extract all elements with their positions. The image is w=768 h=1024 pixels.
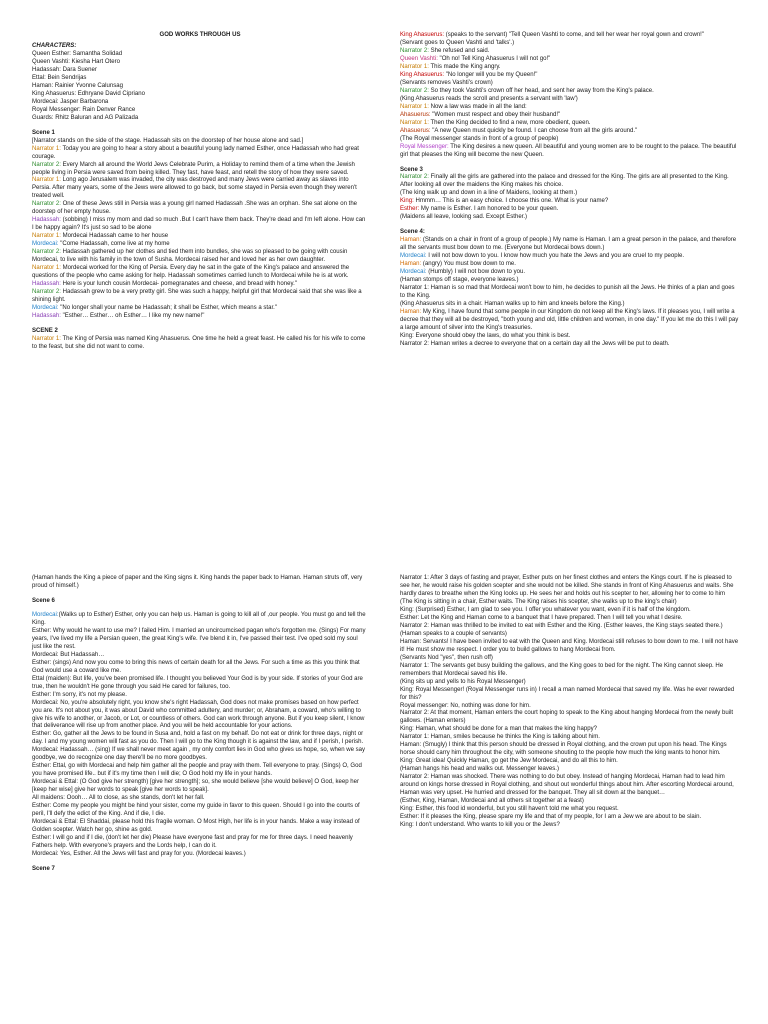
line-text: Mordecai Hadassah came to her house — [60, 233, 169, 240]
line-text: The King of Persia was named King Ahasuerus. One time he held a great feast. He called his for his wife to come to the feast, but she did not want to come. — [32, 335, 366, 350]
speaker-label: Narrator 2: — [400, 87, 429, 94]
script-line — [32, 146, 368, 162]
script-line: Esther: Let the King and Haman come to a banquet that I have prepared. Then I will tell you what I desire. — [400, 614, 683, 621]
characters-heading: CHARACTERS: — [32, 42, 77, 49]
stage-direction: (Maidens all leave, looking sad. Except Esther.) — [400, 214, 528, 221]
script-line: Narrator 2: At that moment, Haman enters the court hoping to speak to the King about hanging Mordecai from the newly built gallows. (Haman enters) — [400, 710, 734, 725]
speaker-label: Narrator 2: — [32, 249, 61, 256]
script-line: King: (Surprised) Esther, I am glad to see you. I offer you whatever you want, even if it is half of the kingdom. — [400, 606, 691, 613]
speaker-label: Ahasuerus: — [400, 111, 431, 118]
speaker-label: Narrator 2: — [400, 47, 429, 54]
speaker-label: King Ahasuerus: — [400, 71, 445, 78]
script-line: Mordecai & Ettal: El Shaddai, please hold this fragile woman. O Most High, her life is in your hands. Make a way instead of Golden scepter. Watch her go, shine as gold. — [32, 819, 360, 834]
line-text: "Women must respect and obey their husband!" — [430, 111, 561, 118]
line-text: "No longer will you be my Queen!" — [444, 71, 538, 78]
script-line: Mordecai: Hadassah… (sing) If we shall never meet again , my only comfort lies in God who gives us hope, so, when we say goodbye, we do recognize one day there'll be no more goodbyes. — [32, 747, 366, 762]
speaker-label: Narrator 2: — [400, 174, 429, 181]
scene-heading: Scene 6 — [32, 597, 55, 604]
speaker-label: Narrator 1: — [32, 145, 61, 152]
script-line — [32, 201, 368, 217]
line-text: Hmmm… This is an easy choice. I choose this one. What is your name? — [413, 198, 609, 205]
script-line — [32, 177, 368, 201]
scene-heading: Scene 3 — [400, 166, 423, 173]
character-line: King Ahasuerus: Edhryane David Cipriano — [32, 90, 145, 97]
script-line — [400, 237, 740, 253]
speaker-label: Narrator 2: — [32, 289, 61, 296]
script-line: Narrator 1: Haman, smiles because he thinks the King is talking about him. — [400, 734, 600, 741]
script-line: Mordecai & Ettal: (O God give her strength) [give her strength]; so, she would believe [she would believe] O God, keep her [keep her wise] give her words to speak [give her words to speak]. — [32, 779, 360, 794]
line-text: "Oh no! Tell King Ahasuerus I will not go!" — [437, 55, 551, 62]
speaker-label: Narrator 1: — [32, 233, 61, 240]
script-line — [32, 249, 368, 265]
line-text: Today you are going to hear a story about a beautiful young lady named Esther, once Hadassah who had great courage. — [32, 145, 359, 160]
line-text: The King desires a new queen. All beautiful and young women are to be rought to the palace. The beautiful girl that pleases the King will become the new Queen. — [400, 143, 737, 158]
script-line — [400, 104, 740, 112]
script-line — [400, 88, 740, 96]
speaker-label: Ahasuerus: — [400, 127, 431, 134]
line-text: Hadassah grew to be a very pretty girl. She was such a happy, helpful girl that Mordecai said that she was like a shining light. — [32, 289, 362, 303]
line-text: Then the King decided to find a new, more obedient, queen. — [428, 119, 591, 126]
script-line — [400, 261, 740, 269]
stage-direction: (The king walk up and down in a line of Maidens, looking at them.) — [400, 190, 578, 197]
line-text: "A new Queen must quickly be found. I can choose from all the girls around." — [430, 127, 638, 134]
script-line: Haman: (Smugly) I think that this person should be dressed in Royal clothing, and the crown put upon his head. The Kings horse should carry him throughout the city, with someone shouting to the people how much the king wants to honor him. — [400, 742, 727, 757]
script-line: King: Royal Messenger! (Royal Messenger runs in) I recall a man named Mordecai that saved my life. Was he ever rewarded for this? — [400, 686, 735, 701]
character-line: Royal Messenger: Rain Denver Rance — [32, 106, 136, 113]
script-line: Esther: Come my people you might be hind your sister, come my guide in favor to this queen. Should I go into the courts of peril, I'll defy the edict of the King. And if die, I die. — [32, 803, 360, 818]
speaker-label: Mordecai: — [400, 253, 427, 260]
stage-direction: (The Royal messenger stands in front of a group of people) — [400, 135, 559, 142]
script-line — [400, 32, 740, 40]
stage-direction: (King Ahasuerus reads the scroll and presents a servant with 'law') — [400, 95, 578, 102]
script-line — [400, 64, 740, 72]
column-bottom-right — [400, 575, 740, 830]
script-line: Mordecai: No, you're absolutely right, you know she's right Hadassah, God does not make promises based on how perfect you are. It's not about you, it was about David who committed adultery, and murder; or, Abraham, a coward, who's willing to give his wife to another, or Jacob, or Lot, or countless of others. God can work through anyone. But if you keep silent, I know that deliverance will rise up from another place. And you will be held accountable for your actions. — [32, 699, 365, 730]
script-line: King: I don't understand. Who wants to kill you or the Jews? — [400, 822, 560, 829]
scene-heading: Scene 1 — [32, 129, 55, 136]
line-text: She refused and said. — [428, 47, 490, 54]
script-line: King: Everyone should obey the laws, do what you think is best. — [400, 332, 571, 339]
script-line — [32, 233, 368, 241]
speaker-label: Narrator 1: — [32, 335, 61, 342]
line-text: "No longer shall your name be Hadassah; it shall be Esther, which means a star." — [58, 304, 277, 311]
script-line — [400, 48, 740, 56]
script-line: Esther: I'm sorry, it's not my please. — [32, 691, 127, 698]
script-line: Narrator 2: Haman was thrilled to be invited to eat with Esther and the King. (Esther leaves, the King stays seated there.) — [400, 622, 723, 629]
character-line: Mordecai: Jasper Barbarona — [32, 98, 109, 105]
script-line: Esther: Ettal, go with Mordecai and help him gather all the people and pray with them. Tell everyone to pray. (Sings) O, God you have promised life.. but if it's my time then I will die; O God hold my life in your hands. — [32, 763, 362, 778]
speaker-label: Mordecai: — [32, 611, 59, 618]
line-text: (Stands on a chair in front of a group of people.) My name is Haman. I am a great person in the palace, and therefore all the servants must bow down to me. (Everyone but Mordecai bows down.) — [400, 237, 737, 252]
speaker-label: Narrator 1: — [32, 177, 61, 184]
speaker-label: Mordecai: — [32, 241, 59, 248]
script-line — [400, 120, 740, 128]
speaker-label: Hadassah: — [32, 281, 61, 288]
scene-heading: Scene 7 — [32, 865, 55, 872]
line-text: (sobbing) I miss my mom and dad so much .But I can't have them back. They're dead and I'm left alone. How can I be happy again? It's just so sad to be alone — [32, 217, 366, 232]
line-text: "Esther… Esther… oh Esther… I like my new name!" — [60, 312, 205, 319]
stage-direction: (Haman hands the King a piece of paper and the King signs it. King hands the paper back to Haman. Haman struts off, very proud of himself.) — [32, 575, 363, 589]
script-line: Mordecai: But Hadassah… — [32, 651, 105, 658]
stage-direction: (Haman stomps off stage, everyone leaves.) — [400, 277, 519, 284]
script-line — [32, 241, 368, 249]
script-line — [32, 305, 368, 313]
stage-direction: (Servants removes Vashti's crown) — [400, 79, 493, 86]
script-line — [32, 217, 368, 233]
script-line: King: Haman, what should be done for a man that makes the king happy? — [400, 726, 597, 733]
stage-direction: (Esther, King, Haman, Mordecai and all others sit together at a feast) — [400, 798, 584, 805]
stage-direction: (Servants Nod "yes", then rush off) — [400, 654, 493, 661]
script-line — [400, 144, 740, 160]
script-line: King: Great idea! Quickly Haman, go get the Jew Mordecai, and do all this to him. — [400, 758, 618, 765]
speaker-label: Mordecai: — [32, 304, 59, 311]
script-line — [400, 174, 740, 190]
character-line: Queen Esther: Samantha Solidad — [32, 50, 123, 57]
character-line: Ettal: Bein Sendrijas — [32, 74, 87, 81]
script-line: Mordecai: Yes, Esther. All the Jews will fast and pray for you. (Mordecai leaves.) — [32, 850, 246, 857]
script-line: Narrator 2: Haman was shocked. There was nothing to do but obey. Instead of hanging Mordecai, Haman had to lead him around on kings horse dressed in Royal clothing, and shout out wonderful things about him. After escorting Mordecai around, Haman was very upset. He hurried and dressed for the banquet. They all sit down at the banquet… — [400, 774, 734, 797]
speaker-label: Haman: — [400, 237, 422, 244]
script-line: Narrator 1: The servants get busy building the gallows, and the King goes to bed for the night. The King cannot sleep. He remembers that Mordecai saved his life. — [400, 662, 724, 677]
scene-heading: Scene 4: — [400, 229, 425, 236]
line-text: One of these Jews still in Persia was a young girl named Hadassah .She was an orphan. She sat alone on the doorstep of her empty house. — [32, 201, 358, 216]
stage-direction: (The King is sitting in a chair, Esther waits. The King raises his scepter, she walks up to the king's chair) — [400, 598, 677, 605]
line-text: (angry) You must bow down to me. — [421, 261, 516, 268]
line-text: I will not bow down to you. I know how much you hate the Jews and you are cruel to my people. — [426, 253, 685, 260]
column-top-left — [32, 32, 368, 352]
script-line: Narrator 2: Haman writes a decree to everyone that on a certain day all the Jews will be put to death. — [400, 340, 670, 347]
line-text: This made the King angry. — [428, 63, 501, 70]
stage-direction: (Servant goes to Queen Vashti and 'talks'.) — [400, 39, 515, 46]
script-line — [32, 612, 368, 628]
script-line: Esther: I will go and if I die, (don't let her die) Please have everyone fast and pray for me for three days. I need heavenly Fathers help. With everyone's prayers and the Lords help, I can do it. — [32, 835, 353, 849]
line-text: Finally all the girls are gathered into the palace and dressed for the King. The girls are all presented to the King. After looking all over the maidens the King makes his choice. — [400, 174, 729, 189]
script-line — [32, 281, 368, 289]
speaker-label: Narrator 2: — [32, 201, 61, 208]
line-text: (speaks to the servant) "Tell Queen Vashti to come, and tell her wear her royal gown and crown!" — [444, 32, 705, 38]
stage-direction: [Narrator stands on the side of the stage. Hadassah sits on the doorstep of her house alone and sad.] — [32, 137, 304, 144]
character-line: Haman: Rainier Yvonne Calunsag — [32, 82, 123, 89]
speaker-label: Esther: — [400, 206, 420, 213]
speaker-label: Haman: — [400, 308, 422, 315]
script-line: All maidens: Oooh… All to close, as she stands, don't let her fall. — [32, 795, 205, 802]
script-line — [400, 128, 740, 136]
stage-direction: (Haman speaks to a couple of servants) — [400, 630, 507, 637]
script-line: King: Esther, this food id wonderful, but you still haven't told me what you request. — [400, 806, 619, 813]
line-text: My King, I have found that some people in our Kingdom do not keep all the King's laws. If it pleases you, I will write a decree that they will all be destroyed, "both young and old, little children and women, in one day." If you let me do this I will pay a large amount of silver into the King's treasuries. — [400, 308, 739, 331]
line-text: Every March all around the World Jews Celebrate Purim, a Holiday to remind them of a time when the Jewish people living in Persia were saved from being killed. They fast, have feast, and retell the story of how they were saved. — [32, 161, 355, 176]
speaker-label: Haman: — [400, 261, 422, 268]
script-line — [400, 309, 740, 333]
scene-heading: SCENE 2 — [32, 327, 58, 334]
script-line: Esther: Why would he want to use me? I failed Him. I married an uncircumcised pagan who's forgotten me. (Sings) For many years, I've lived my life a Persian queen, the great King's wife. I've blend it in, I've passed their test. I've oped sold my soul just like the rest. — [32, 627, 366, 650]
character-line: Queen Vashti: Kiesha Hart Otero — [32, 58, 120, 65]
script-line: Ettal (maiden): But life, you've been promised life. I thought you believed Your God is by your side. If stories of your God are true, then he wouldn't He gone through you said He cared for failures, too. — [32, 675, 363, 690]
speaker-label: Narrator 1: — [32, 265, 61, 272]
script-line — [32, 265, 368, 281]
speaker-label: Queen Vashti: — [400, 55, 438, 62]
speaker-label: Narrator 2: — [32, 161, 61, 168]
script-line — [32, 162, 368, 178]
stage-direction: (Haman hangs his head and walks out. Messenger leaves.) — [400, 766, 559, 773]
script-line: Narrator 1: Haman is so mad that Mordecai won't bow to him, he decides to punish all the Jews. He thinks of a plan and goes to the King. — [400, 285, 735, 300]
line-text: Hadassah gathered up her clothes and tied them into bundles, she was so pleased to be going with cousin Mordecai, to live with his family in the town of Susha. Mordecai raised her and loved her as her own daughter. — [32, 249, 348, 264]
line-text: (Walks up to Esther) Esther, only you can help us. Haman is going to kill all of ,our people. You must go and tell the King. — [32, 611, 366, 626]
line-text: (Humbly) I will not bow down to you. — [426, 269, 526, 276]
script-line — [32, 336, 368, 352]
stage-direction: (King Ahasuerus sits in a chair. Haman walks up to him and kneels before the King.) — [400, 301, 625, 307]
speaker-label: King: — [400, 198, 414, 205]
script-line — [32, 289, 368, 305]
speaker-label: Narrator 1: — [400, 103, 429, 110]
script-line — [400, 206, 740, 214]
speaker-label: Hadassah: — [32, 217, 61, 224]
script-line: Narrator 1: After 3 days of fasting and prayer, Esther puts on her finest clothes and enters the Kings court. If he is pleased to see her, he would raise his golden scepter and she would not be killed. She stands in front of King Ahasuerus and waits. She hardly dares to breathe when the King looks up. He sees her and holds out his scepter to her, allowing her to come to him — [400, 575, 734, 597]
script-line — [400, 253, 740, 261]
speaker-label: Mordecai: — [400, 269, 427, 276]
speaker-label: Narrator 1: — [400, 63, 429, 70]
script-line — [400, 56, 740, 64]
line-text: Now a law was made in all the land: — [428, 103, 527, 110]
script-line — [32, 313, 368, 321]
script-line — [400, 269, 740, 277]
script-line: Esther: If it pleases the King, please spare my life and that of my people, for I am a Jew we are about to be slain. — [400, 814, 702, 821]
speaker-label: Hadassah: — [32, 312, 61, 319]
speaker-label: Narrator 1: — [400, 119, 429, 126]
line-text: My name is Esther. I am honored to be your queen. — [419, 206, 559, 213]
stage-direction: (King sits up and yells to his Royal Messenger) — [400, 678, 526, 685]
speaker-label: Royal Messenger: — [400, 143, 449, 150]
script-line: Royal messenger: No, nothing was done for him. — [400, 702, 531, 709]
line-text: Here is your lunch cousin Mordecai- pomegranates and cheese, and bread with honey." — [60, 281, 297, 288]
line-text: "Come Hadassah, come live at my home — [58, 241, 170, 248]
character-line: Guards: Rhitz Baluran and AG Palizada — [32, 114, 139, 121]
column-top-right — [400, 32, 740, 349]
column-bottom-left — [32, 575, 368, 874]
speaker-label: King Ahasuerus: — [400, 32, 445, 38]
script-line: Esther: Go, gather all the Jews to be found in Susa and, hold a fast on my behalf. Do not eat or drink for three days, night or day. I and my young women will fast as you do. Then I will go to the King though it is against the law, and if I perish, I perish. — [32, 731, 364, 746]
script-line — [400, 198, 740, 206]
document-title: GOD WORKS THROUGH US — [159, 32, 241, 38]
line-text: Long ago Jerusalem was invaded, the city was destroyed and many Jews were carried away as slaves into Persia. After many years, some of the Jews were allowed to go back, but some stayed in Persia even though they weren't treated well. — [32, 177, 357, 200]
script-line — [400, 72, 740, 80]
script-line: Haman: Servants! I have been invited to eat with the Queen and King. Mordecai still refuses to bow down to me. I will not have it! He must show me respect. I order you to build gallows to hang Mordecai from. — [400, 638, 739, 653]
script-line: Esther: (sings) And now you come to bring this news of certain death for all the Jews. For such a time as this you think that God would use a coward like me. — [32, 659, 360, 674]
line-text: So they took Vashti's crown off her head, and sent her away from the King's palace. — [428, 87, 654, 94]
script-line — [400, 112, 740, 120]
character-line: Hadassah: Dara Suener — [32, 66, 97, 73]
line-text: Mordecai worked for the King of Persia. Every day he sat in the gate of the King's palace and answered the questions of the people who came asking for help. Hadassah sometimes carried lunch to Mordecai while he is at work. — [32, 265, 350, 280]
